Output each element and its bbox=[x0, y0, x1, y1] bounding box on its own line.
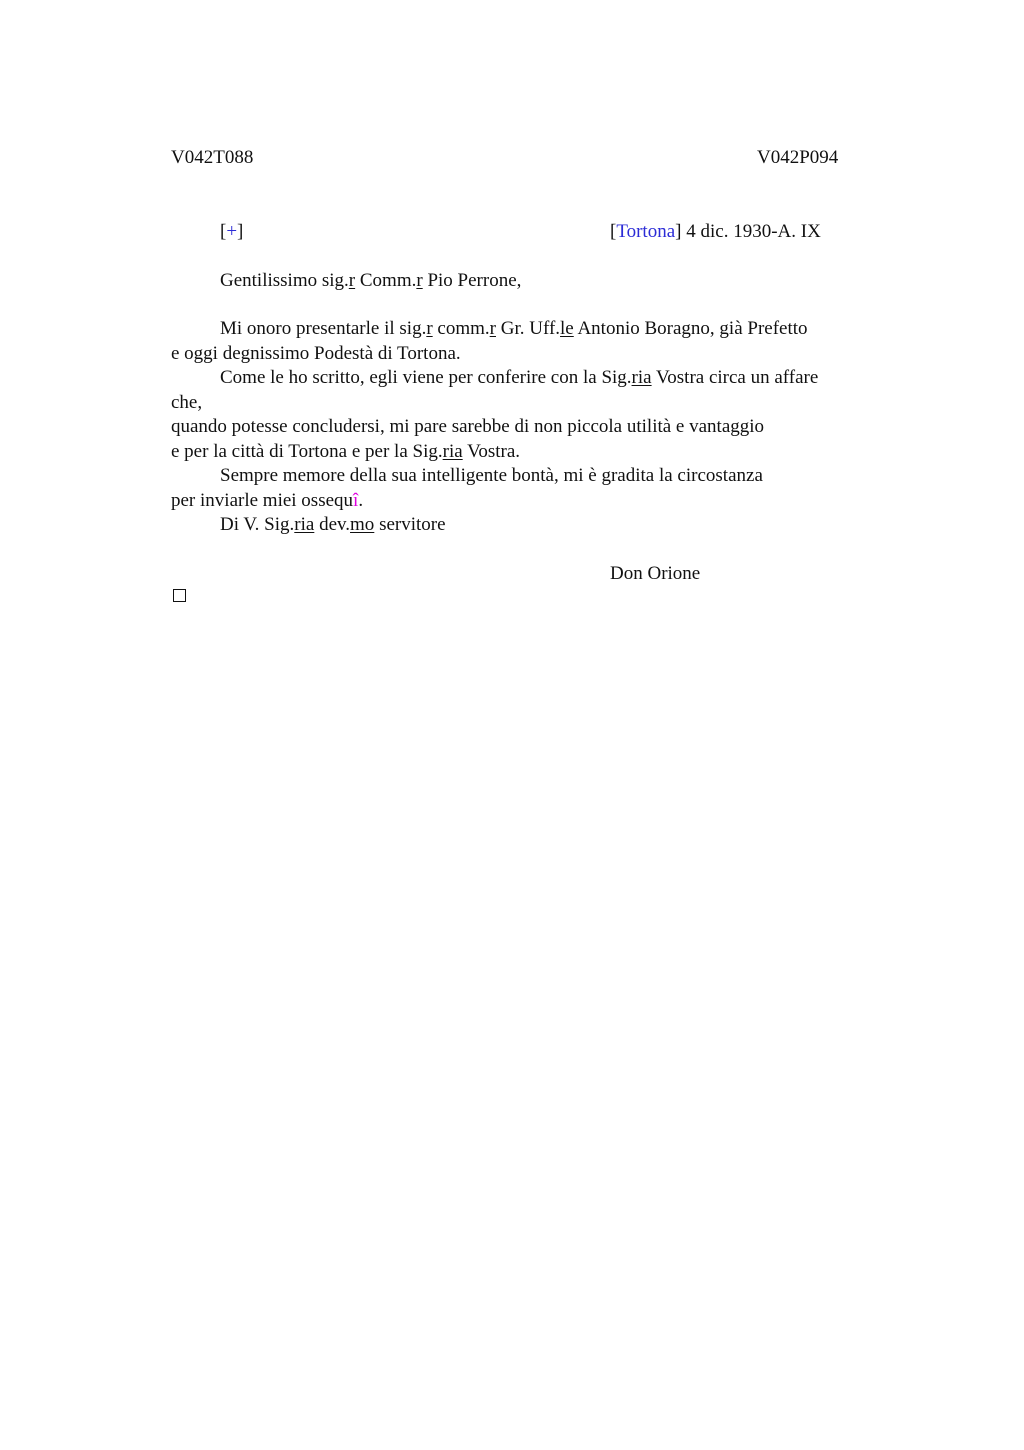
paragraph-1-line-2: e oggi degnissimo Podestà di Tortona. bbox=[171, 343, 461, 364]
salutation: Gentilissimo sig.r Comm.r Pio Perrone, bbox=[220, 270, 522, 291]
cross-marker: [+] bbox=[220, 221, 244, 242]
paragraph-2-line-4: e per la città di Tortona e per la Sig.ria Vostra. bbox=[171, 441, 521, 462]
cross-symbol: + bbox=[226, 221, 238, 242]
place-name: Tortona bbox=[616, 221, 676, 242]
paragraph-3-line-2: per inviarle miei ossequî. bbox=[171, 490, 364, 511]
paragraph-1-line-1: Mi onoro presentarle il sig.r comm.r Gr. Uff.le Antonio Boragno, già Prefetto bbox=[220, 318, 808, 339]
dateline: [Tortona] 4 dic. 1930-A. IX bbox=[610, 221, 821, 242]
paragraph-2-line-2: che, bbox=[171, 392, 203, 413]
checkbox-square-icon bbox=[173, 589, 186, 602]
paragraph-2-line-1: Come le ho scritto, egli viene per conferire con la Sig.ria Vostra circa un affare bbox=[220, 367, 819, 388]
document-code-left: V042T088 bbox=[171, 147, 254, 168]
editorial-mark: î bbox=[353, 490, 359, 511]
document-code-right: V042P094 bbox=[757, 147, 839, 168]
paragraph-2-line-3: quando potesse concludersi, mi pare sarebbe di non piccola utilità e vantaggio bbox=[171, 416, 765, 437]
closing-formula: Di V. Sig.ria dev.mo servitore bbox=[220, 514, 446, 535]
paragraph-3-line-1: Sempre memore della sua intelligente bontà, mi è gradita la circostanza bbox=[220, 465, 763, 486]
signature: Don Orione bbox=[610, 563, 701, 584]
letter-date: 4 dic. 1930-A. IX bbox=[681, 221, 821, 242]
